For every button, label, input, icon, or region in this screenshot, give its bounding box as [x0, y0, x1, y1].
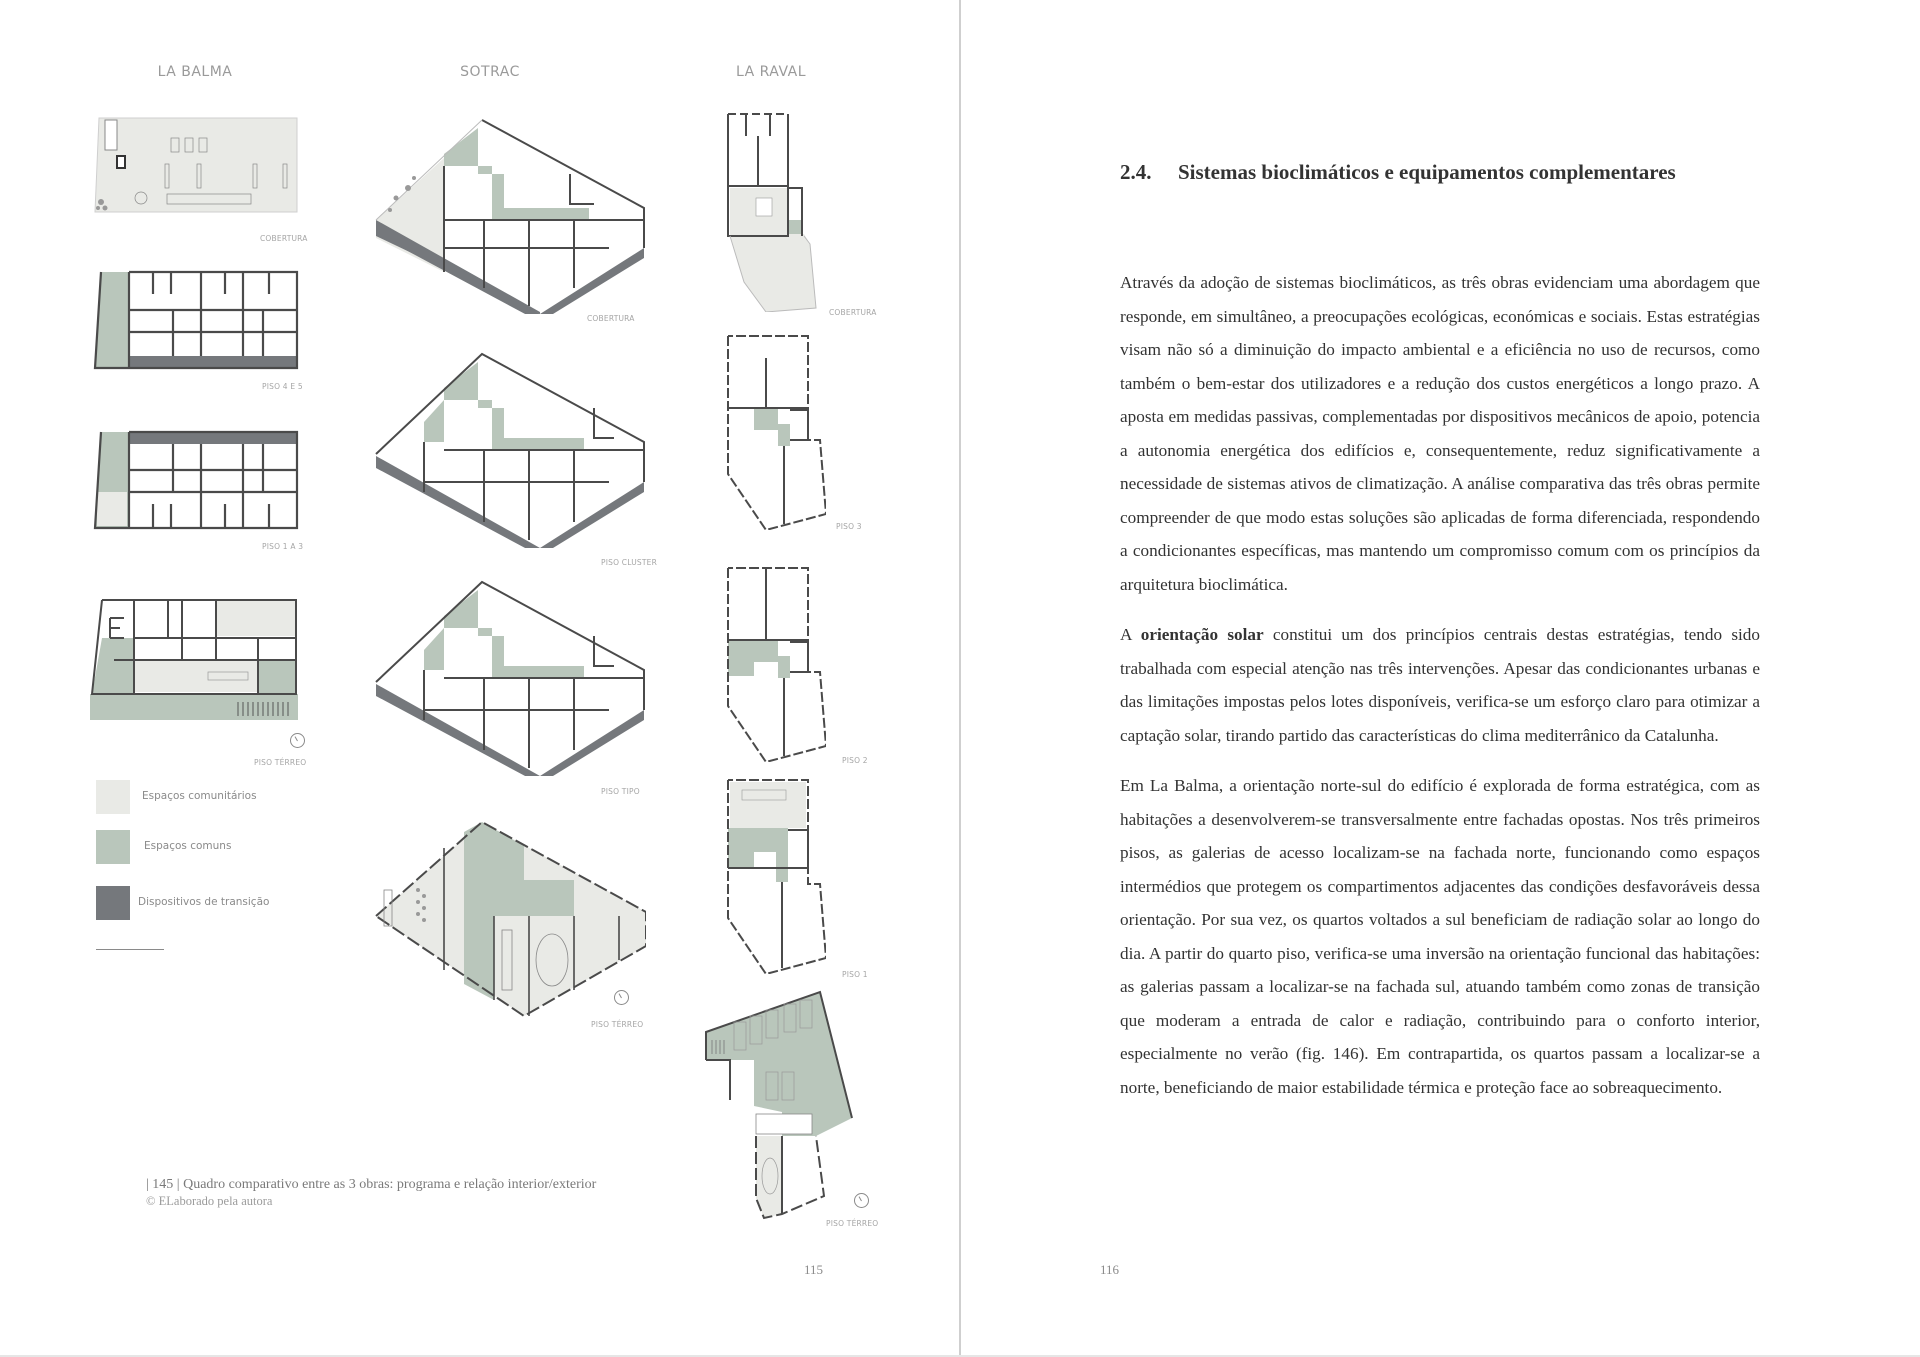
floor-label: PISO 1	[842, 970, 868, 979]
floor-label: PISO CLUSTER	[601, 558, 658, 567]
scale-bar	[96, 945, 164, 950]
body-text	[1120, 266, 1760, 1121]
paragraph: Em La Balma, a orientação norte-sul do edifício é explorada de forma estratégica, com as habitações a desenvolverem-se transversalmente entre fachadas opostas. Nos três primeiros pisos, as galerias de acesso localizam-se na fachada norte, funcionando como espaços intermédios que protegem os compartimentos adjacentes das condições desfavoráveis dessa orientação. Por sua vez, os quartos voltados a sul beneficiam de radiação solar ao longo do dia. A partir do quarto piso, verifica-se uma inversão na orientação funcional das habitações: as galerias passam a localizar-se na fachada sul, atuando também como zonas de transição que moderam a entrada de calor e radiação, contribuindo para o conforto interior, especialmente no verão (fig. 146). Em contrapartida, os quartos passam a localizar-se a norte, beneficiando de maior estabilidade térmica e proteção face ao sobreaquecimento.	[1120, 776, 1760, 1097]
floor-label: COBERTURA	[260, 234, 308, 243]
column-title-sotrac: SOTRAC	[460, 64, 520, 80]
page-number-right: 116	[1100, 1262, 1120, 1277]
floor-label: PISO 3	[836, 522, 862, 531]
floor-label: PISO 2	[842, 756, 868, 765]
north-compass-icon	[290, 733, 305, 748]
page-number-left: 115	[804, 1262, 824, 1277]
paragraph-body: constitui um dos princípios centrais destas estratégias, tendo sido trabalhada com especial atenção nas três intervenções. Apesar das condicionantes urbanas e das limitações impostas pelos lotes disponíveis, verifica-se um esforço claro para otimizar a captação solar, tirando partido das características do clima mediterrânico da Catalunha.	[1120, 625, 1760, 745]
legend-item-community	[96, 780, 356, 814]
legend-swatch	[96, 830, 130, 864]
legend-label: Espaços comunitários	[142, 790, 257, 802]
la-raval-piso-1-plan	[726, 778, 826, 974]
left-page	[0, 0, 959, 1357]
legend-swatch	[96, 780, 130, 814]
figure-caption	[146, 1176, 596, 1210]
la-balma-piso-4-5-plan	[93, 270, 299, 370]
column-title-la-balma: LA BALMA	[157, 64, 233, 80]
emphasis-term: orientação solar	[1140, 625, 1264, 644]
sotrac-cobertura-plan	[374, 108, 646, 314]
la-raval-cobertura-plan	[726, 112, 822, 312]
legend-item-common	[96, 830, 356, 864]
la-raval-piso-2-plan	[726, 566, 826, 762]
figure-credit: © ELaborado pela autora	[146, 1194, 273, 1208]
la-balma-piso-terreo-plan	[88, 598, 300, 722]
section-number: 2.4.	[1120, 160, 1152, 184]
sotrac-piso-cluster-plan	[374, 342, 646, 548]
legend-label: Espaços comuns	[144, 840, 232, 852]
paragraph	[1120, 618, 1760, 752]
figure-caption-title: | 145 | Quadro comparativo entre as 3 obras: programa e relação interior/exterior	[146, 1177, 597, 1192]
legend-label: Dispositivos de transição	[138, 896, 270, 908]
paragraph: Através da adoção de sistemas bioclimáticos, as três obras evidenciam uma abordagem que responde, em simultâneo, a preocupações ecológicas, económicas e sociais. Estas estratégias visam não só a diminuição do impacto ambiental e a eficiência no uso de recursos, como também o bem-estar dos utilizadores e a redução dos custos energéticos a longo prazo. A aposta em medidas passivas, complementadas por dispositivos mecânicos de apoio, potencia a autonomia energética dos edifícios e, consequentemente, reduz significativamente a necessidade de sistemas ativos de climatização. A análise comparativa das três obras permite compreender de que modo estas soluções são aplicadas de forma diferenciada, respondendo a condicionantes específicas, mas mantendo um compromisso comum com os princípios da arquitetura bioclimática.	[1120, 273, 1760, 594]
north-compass-icon	[614, 990, 629, 1005]
north-compass-icon	[854, 1193, 869, 1208]
floor-label: PISO TÉRREO	[254, 758, 307, 767]
floor-label: PISO 1 A 3	[262, 542, 304, 551]
section-heading	[1120, 160, 1676, 185]
floor-label: PISO 4 E 5	[262, 382, 303, 391]
section-title: Sistemas bioclimáticos e equipamentos complementares	[1178, 160, 1676, 184]
floor-label: PISO TÉRREO	[826, 1219, 879, 1228]
legend-swatch	[96, 886, 130, 920]
la-balma-cobertura-plan	[93, 116, 299, 216]
legend-item-transition	[96, 886, 356, 920]
la-balma-piso-1-3-plan	[93, 430, 299, 530]
floor-label: PISO TIPO	[601, 787, 640, 796]
paragraph-prefix: A	[1120, 625, 1141, 644]
column-title-la-raval: LA RAVAL	[735, 64, 807, 80]
sotrac-piso-terreo-plan	[374, 820, 646, 1020]
sotrac-piso-tipo-plan	[374, 570, 646, 776]
la-raval-piso-3-plan	[726, 334, 826, 530]
la-raval-piso-terreo-plan	[704, 990, 854, 1222]
floor-label: COBERTURA	[587, 314, 635, 323]
floor-label: PISO TÉRREO	[591, 1020, 644, 1029]
floor-label: COBERTURA	[829, 308, 877, 317]
